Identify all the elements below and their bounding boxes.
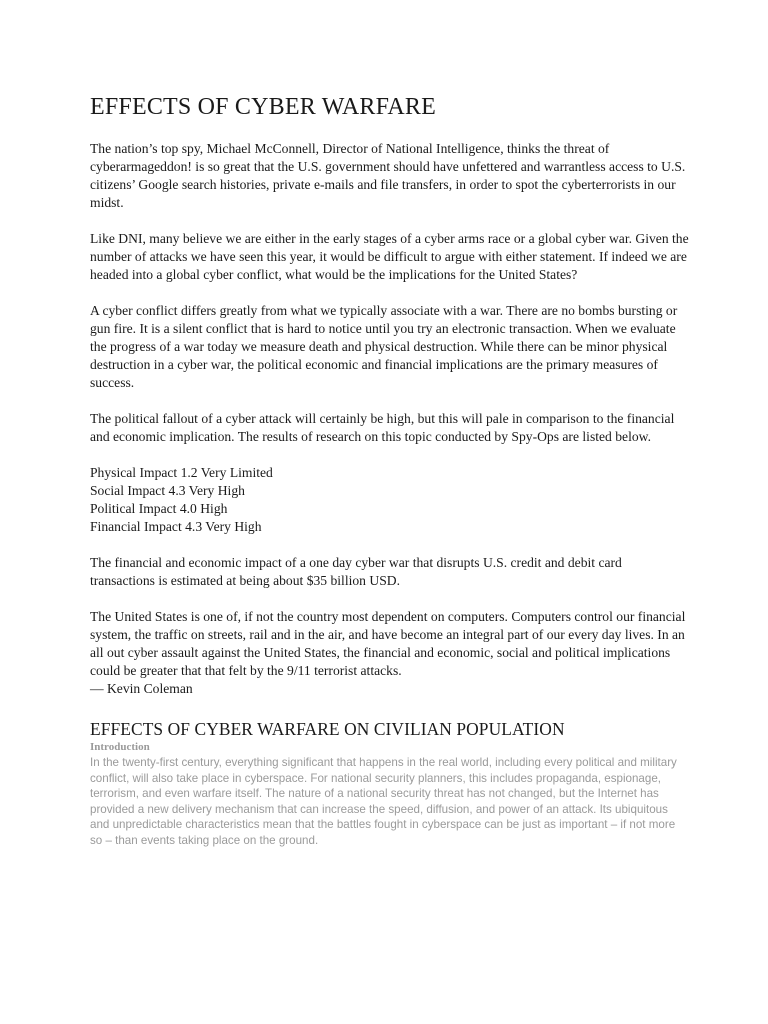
paragraph-cyber-conflict: A cyber conflict differs greatly from what we typically associate with a war. There are no bombs bursting or gun fire. It is a silent conflict that is hard to notice until you try an electronic transaction. When we evaluate the progress of a war today we measure death and physical destruction. While there can be minor physical destruction in a cyber war, the political economic and financial implications are the primary measures of success.: [90, 303, 678, 390]
section-title: EFFECTS OF CYBER WARFARE ON CIVILIAN POPULATION: [90, 719, 565, 739]
paragraph-dni: Like DNI, many believe we are either in the early stages of a cyber arms race or a global cyber war. Given the number of attacks we have seen this year, it would be difficult to argue with either statement. If indeed we are headed into a global cyber conflict, what would be the implications for the United States?: [90, 231, 689, 282]
document-body: [90, 92, 690, 849]
paragraph-political-fallout: The political fallout of a cyber attack will certainly be high, but this will pale in comparison to the financial and economic implication. The results of research on this topic conducted by Spy-Ops are listed below.: [90, 411, 675, 444]
paragraph-financial-impact: The financial and economic impact of a one day cyber war that disrupts U.S. credit and debit card transactions is estimated at being about $35 billion USD.: [90, 555, 622, 588]
impact-item-political: Political Impact 4.0 High: [90, 501, 228, 516]
page-title: EFFECTS OF CYBER WARFARE: [90, 94, 436, 120]
paragraph-mcconnell: The nation’s top spy, Michael McConnell, Director of National Intelligence, thinks the threat of cyberarmageddon! is so great that the U.S. government should have unfettered and warrantless access to U.S. citizens’ Google search histories, private e-mails and file transfers, in order to spot the cyberterrorists in our midst.: [90, 141, 686, 210]
impact-item-physical: Physical Impact 1.2 Very Limited: [90, 465, 273, 480]
impact-list: [90, 464, 690, 536]
attribution: — Kevin Coleman: [90, 681, 193, 696]
intro-paragraph: In the twenty-first century, everything significant that happens in the real world, including every political and military conflict, will also take place in cyberspace. For national security planners, this includes propaganda, espionage, terrorism, and even warfare itself. The nature of a national security threat has not changed, but the Internet has provided a new delivery mechanism that can increase the speed, diffusion, and power of an attack. Its ubiquitous and unpredictable characteristics mean that the battles fought in cyberspace can be just as important – if not more so – than events taking place on the ground.: [90, 756, 677, 847]
impact-item-social: Social Impact 4.3 Very High: [90, 483, 245, 498]
paragraph-united-states: The United States is one of, if not the country most dependent on computers. Computers control our financial system, the traffic on streets, rail and in the air, and have become an integral part of our every day lives. In an all out cyber assault against the United States, the financial and economic, social and political implications could be greater that that felt by the 9/11 terrorist attacks.: [90, 609, 686, 678]
impact-item-financial: Financial Impact 4.3 Very High: [90, 519, 262, 534]
intro-heading: Introduction: [90, 741, 150, 753]
